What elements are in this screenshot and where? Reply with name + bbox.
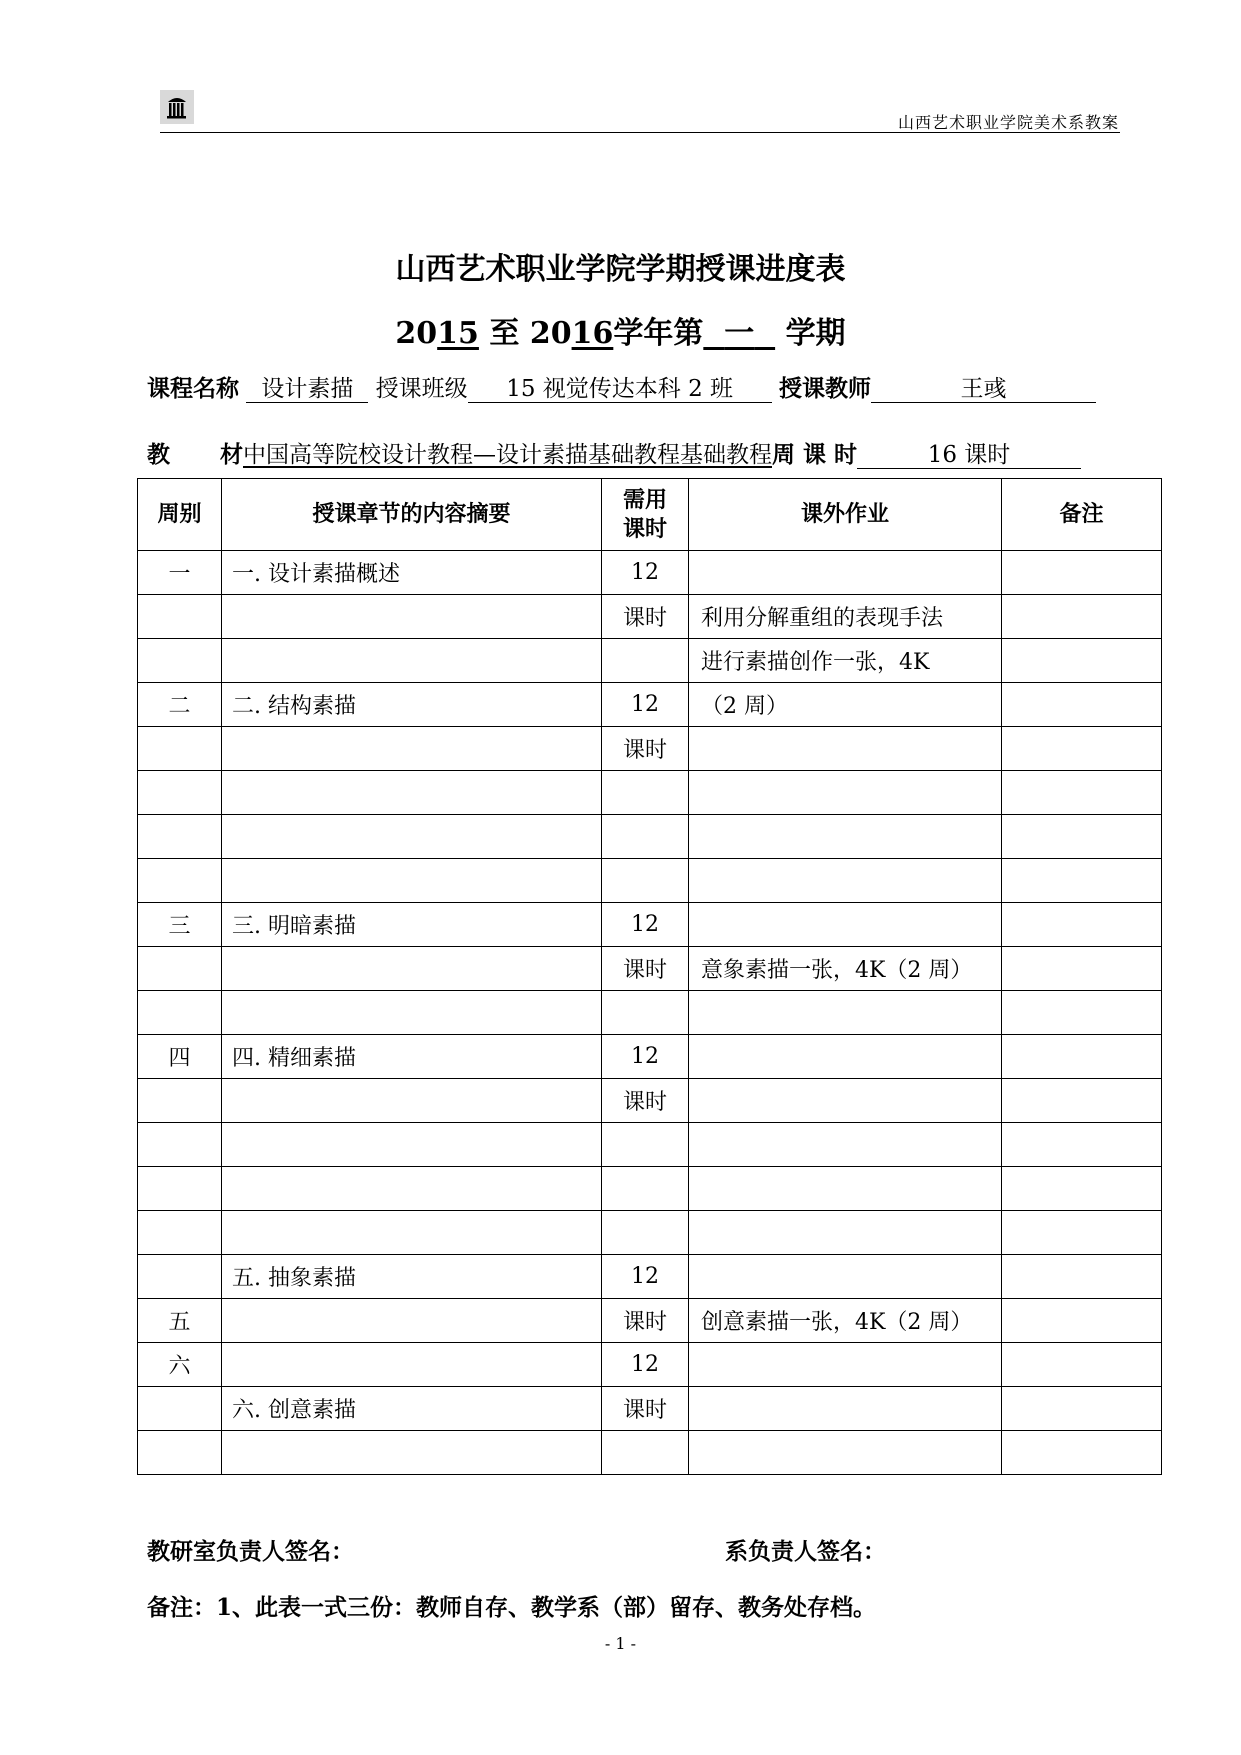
hours-cell: [602, 639, 689, 683]
notes-cell: [1002, 1167, 1162, 1211]
homework-cell: [689, 991, 1002, 1035]
table-row: [138, 551, 1162, 595]
homework-cell: [689, 771, 1002, 815]
notes-cell: [1002, 1387, 1162, 1431]
content-cell: 二. 结构素描: [222, 683, 602, 727]
notes-cell: [1002, 771, 1162, 815]
week-cell: [138, 1255, 222, 1299]
homework-cell: [689, 1255, 1002, 1299]
homework-cell: [689, 859, 1002, 903]
notes-cell: [1002, 1431, 1162, 1475]
notes-cell: [1002, 1255, 1162, 1299]
week-cell: 五: [138, 1299, 222, 1343]
class-value: 15 视觉传达本科 2 班: [468, 376, 772, 403]
notes-cell: [1002, 551, 1162, 595]
week-cell: [138, 1167, 222, 1211]
week-cell: 二: [138, 683, 222, 727]
week-cell: [138, 595, 222, 639]
week-cell: [138, 1431, 222, 1475]
hours-cell: 12: [602, 683, 689, 727]
table-row: [138, 1211, 1162, 1255]
teacher-label: 授课教师: [778, 375, 871, 402]
table-row: [138, 947, 1162, 991]
weekly-hours-label: 周 课 时: [772, 441, 858, 468]
table-row: [138, 771, 1162, 815]
content-cell: [222, 1343, 602, 1387]
hours-cell: 课时: [602, 1387, 689, 1431]
notes-cell: [1002, 683, 1162, 727]
week-cell: [138, 639, 222, 683]
table-row: [138, 815, 1162, 859]
content-cell: [222, 1211, 602, 1255]
hours-cell: 课时: [602, 595, 689, 639]
notes-cell: [1002, 1035, 1162, 1079]
week-cell: 三: [138, 903, 222, 947]
week-cell: [138, 815, 222, 859]
week-cell: [138, 1387, 222, 1431]
hours-cell: 课时: [602, 1079, 689, 1123]
homework-cell: [689, 1211, 1002, 1255]
notes-cell: [1002, 903, 1162, 947]
notes-cell: [1002, 1123, 1162, 1167]
week-cell: 四: [138, 1035, 222, 1079]
notes-cell: [1002, 1343, 1162, 1387]
notes-cell: [1002, 1079, 1162, 1123]
notes-cell: [1002, 1211, 1162, 1255]
content-cell: 一. 设计素描概述: [222, 551, 602, 595]
table-row: [138, 1343, 1162, 1387]
header-divider: [160, 132, 1120, 133]
hours-cell: 课时: [602, 947, 689, 991]
hours-cell: 12: [602, 551, 689, 595]
hours-cell: [602, 815, 689, 859]
content-cell: 五. 抽象素描: [222, 1255, 602, 1299]
homework-cell: 利用分解重组的表现手法: [689, 595, 1002, 639]
week-cell: [138, 1079, 222, 1123]
hours-cell: 课时: [602, 1299, 689, 1343]
week-cell: 六: [138, 1343, 222, 1387]
notes-cell: [1002, 947, 1162, 991]
course-name-label: 课程名称: [147, 375, 239, 402]
hours-cell: 12: [602, 903, 689, 947]
homework-cell: 意象素描一张，4K（2 周）: [689, 947, 1002, 991]
page-number: - 1 -: [604, 1634, 637, 1653]
homework-cell: [689, 815, 1002, 859]
footnote: 备注：1、此表一式三份：教师自存、教学系（部）留存、教务处存档。: [147, 1594, 877, 1621]
table-row: [138, 903, 1162, 947]
homework-cell: [689, 1123, 1002, 1167]
term-line: 2015 至 2016学年第 一 学期: [395, 316, 846, 351]
content-cell: [222, 815, 602, 859]
content-cell: [222, 991, 602, 1035]
content-cell: 六. 创意素描: [222, 1387, 602, 1431]
homework-cell: [689, 1167, 1002, 1211]
content-cell: [222, 947, 602, 991]
table-row: [138, 1123, 1162, 1167]
notes-cell: [1002, 595, 1162, 639]
week-cell: [138, 947, 222, 991]
office-signature: 教研室负责人签名：: [147, 1538, 354, 1565]
table-row: [138, 1079, 1162, 1123]
content-cell: [222, 859, 602, 903]
content-cell: [222, 639, 602, 683]
content-cell: [222, 1079, 602, 1123]
content-cell: [222, 771, 602, 815]
hours-cell: [602, 1123, 689, 1167]
table-row: [138, 991, 1162, 1035]
table-row: [138, 1431, 1162, 1475]
class-label: 授课班级: [375, 376, 468, 402]
notes-cell: [1002, 727, 1162, 771]
schedule-table: [137, 478, 1162, 1475]
content-cell: 三. 明暗素描: [222, 903, 602, 947]
hours-cell: [602, 1431, 689, 1475]
content-cell: [222, 1167, 602, 1211]
week-cell: [138, 771, 222, 815]
document-title: 山西艺术职业学院学期授课进度表: [395, 252, 846, 287]
teacher-value: 王彧: [871, 376, 1096, 403]
textbook-value: 中国高等院校设计教程—设计素描基础教程基础教程: [243, 442, 772, 468]
content-cell: [222, 1123, 602, 1167]
hours-cell: [602, 771, 689, 815]
content-cell: [222, 1299, 602, 1343]
course-info-line-2: 教 材中国高等院校设计教程—设计素描基础教程基础教程周 课 时 16 课时: [147, 436, 1081, 469]
week-cell: [138, 991, 222, 1035]
content-cell: 四. 精细素描: [222, 1035, 602, 1079]
hours-cell: 12: [602, 1343, 689, 1387]
hours-cell: [602, 1211, 689, 1255]
header-week: 周别: [138, 479, 222, 551]
homework-cell: [689, 1035, 1002, 1079]
table-row: [138, 595, 1162, 639]
hours-cell: [602, 859, 689, 903]
homework-cell: [689, 903, 1002, 947]
term-number: 一: [724, 316, 755, 351]
header-content: 授课章节的内容摘要: [222, 479, 602, 551]
homework-cell: [689, 727, 1002, 771]
table-row: [138, 1167, 1162, 1211]
table-row: [138, 727, 1162, 771]
content-cell: [222, 1431, 602, 1475]
homework-cell: （2 周）: [689, 683, 1002, 727]
department-signature: 系负责人签名：: [725, 1538, 886, 1565]
hours-cell: [602, 1167, 689, 1211]
hours-cell: 课时: [602, 727, 689, 771]
table-row: [138, 683, 1162, 727]
notes-cell: [1002, 1299, 1162, 1343]
homework-cell: [689, 1343, 1002, 1387]
homework-cell: [689, 1431, 1002, 1475]
content-cell: [222, 727, 602, 771]
table-row: [138, 1255, 1162, 1299]
header-text: 山西艺术职业学院美术系教案: [897, 113, 1119, 132]
course-info-line-1: [147, 370, 1096, 403]
table-row: [138, 1035, 1162, 1079]
week-cell: [138, 859, 222, 903]
header-notes: 备注: [1002, 479, 1162, 551]
week-cell: [138, 727, 222, 771]
table-row: [138, 859, 1162, 903]
table-row: [138, 639, 1162, 683]
notes-cell: [1002, 815, 1162, 859]
hours-cell: 12: [602, 1035, 689, 1079]
notes-cell: [1002, 639, 1162, 683]
table-row: [138, 1299, 1162, 1343]
header-homework: 课外作业: [689, 479, 1002, 551]
hours-cell: [602, 991, 689, 1035]
homework-cell: [689, 1387, 1002, 1431]
week-cell: [138, 1123, 222, 1167]
homework-cell: [689, 1079, 1002, 1123]
building-logo-icon: [160, 90, 194, 124]
table-row: [138, 1387, 1162, 1431]
homework-cell: [689, 551, 1002, 595]
week-cell: [138, 1211, 222, 1255]
hours-cell: 12: [602, 1255, 689, 1299]
course-name-value: 设计素描: [246, 376, 368, 403]
notes-cell: [1002, 859, 1162, 903]
notes-cell: [1002, 991, 1162, 1035]
homework-cell: 进行素描创作一张，4K: [689, 639, 1002, 683]
week-cell: 一: [138, 551, 222, 595]
weekly-hours-value: 16 课时: [857, 442, 1081, 469]
table-header-row: [138, 479, 1162, 551]
homework-cell: 创意素描一张，4K（2 周）: [689, 1299, 1002, 1343]
header-hours: 需用 课时: [602, 479, 689, 551]
content-cell: [222, 595, 602, 639]
